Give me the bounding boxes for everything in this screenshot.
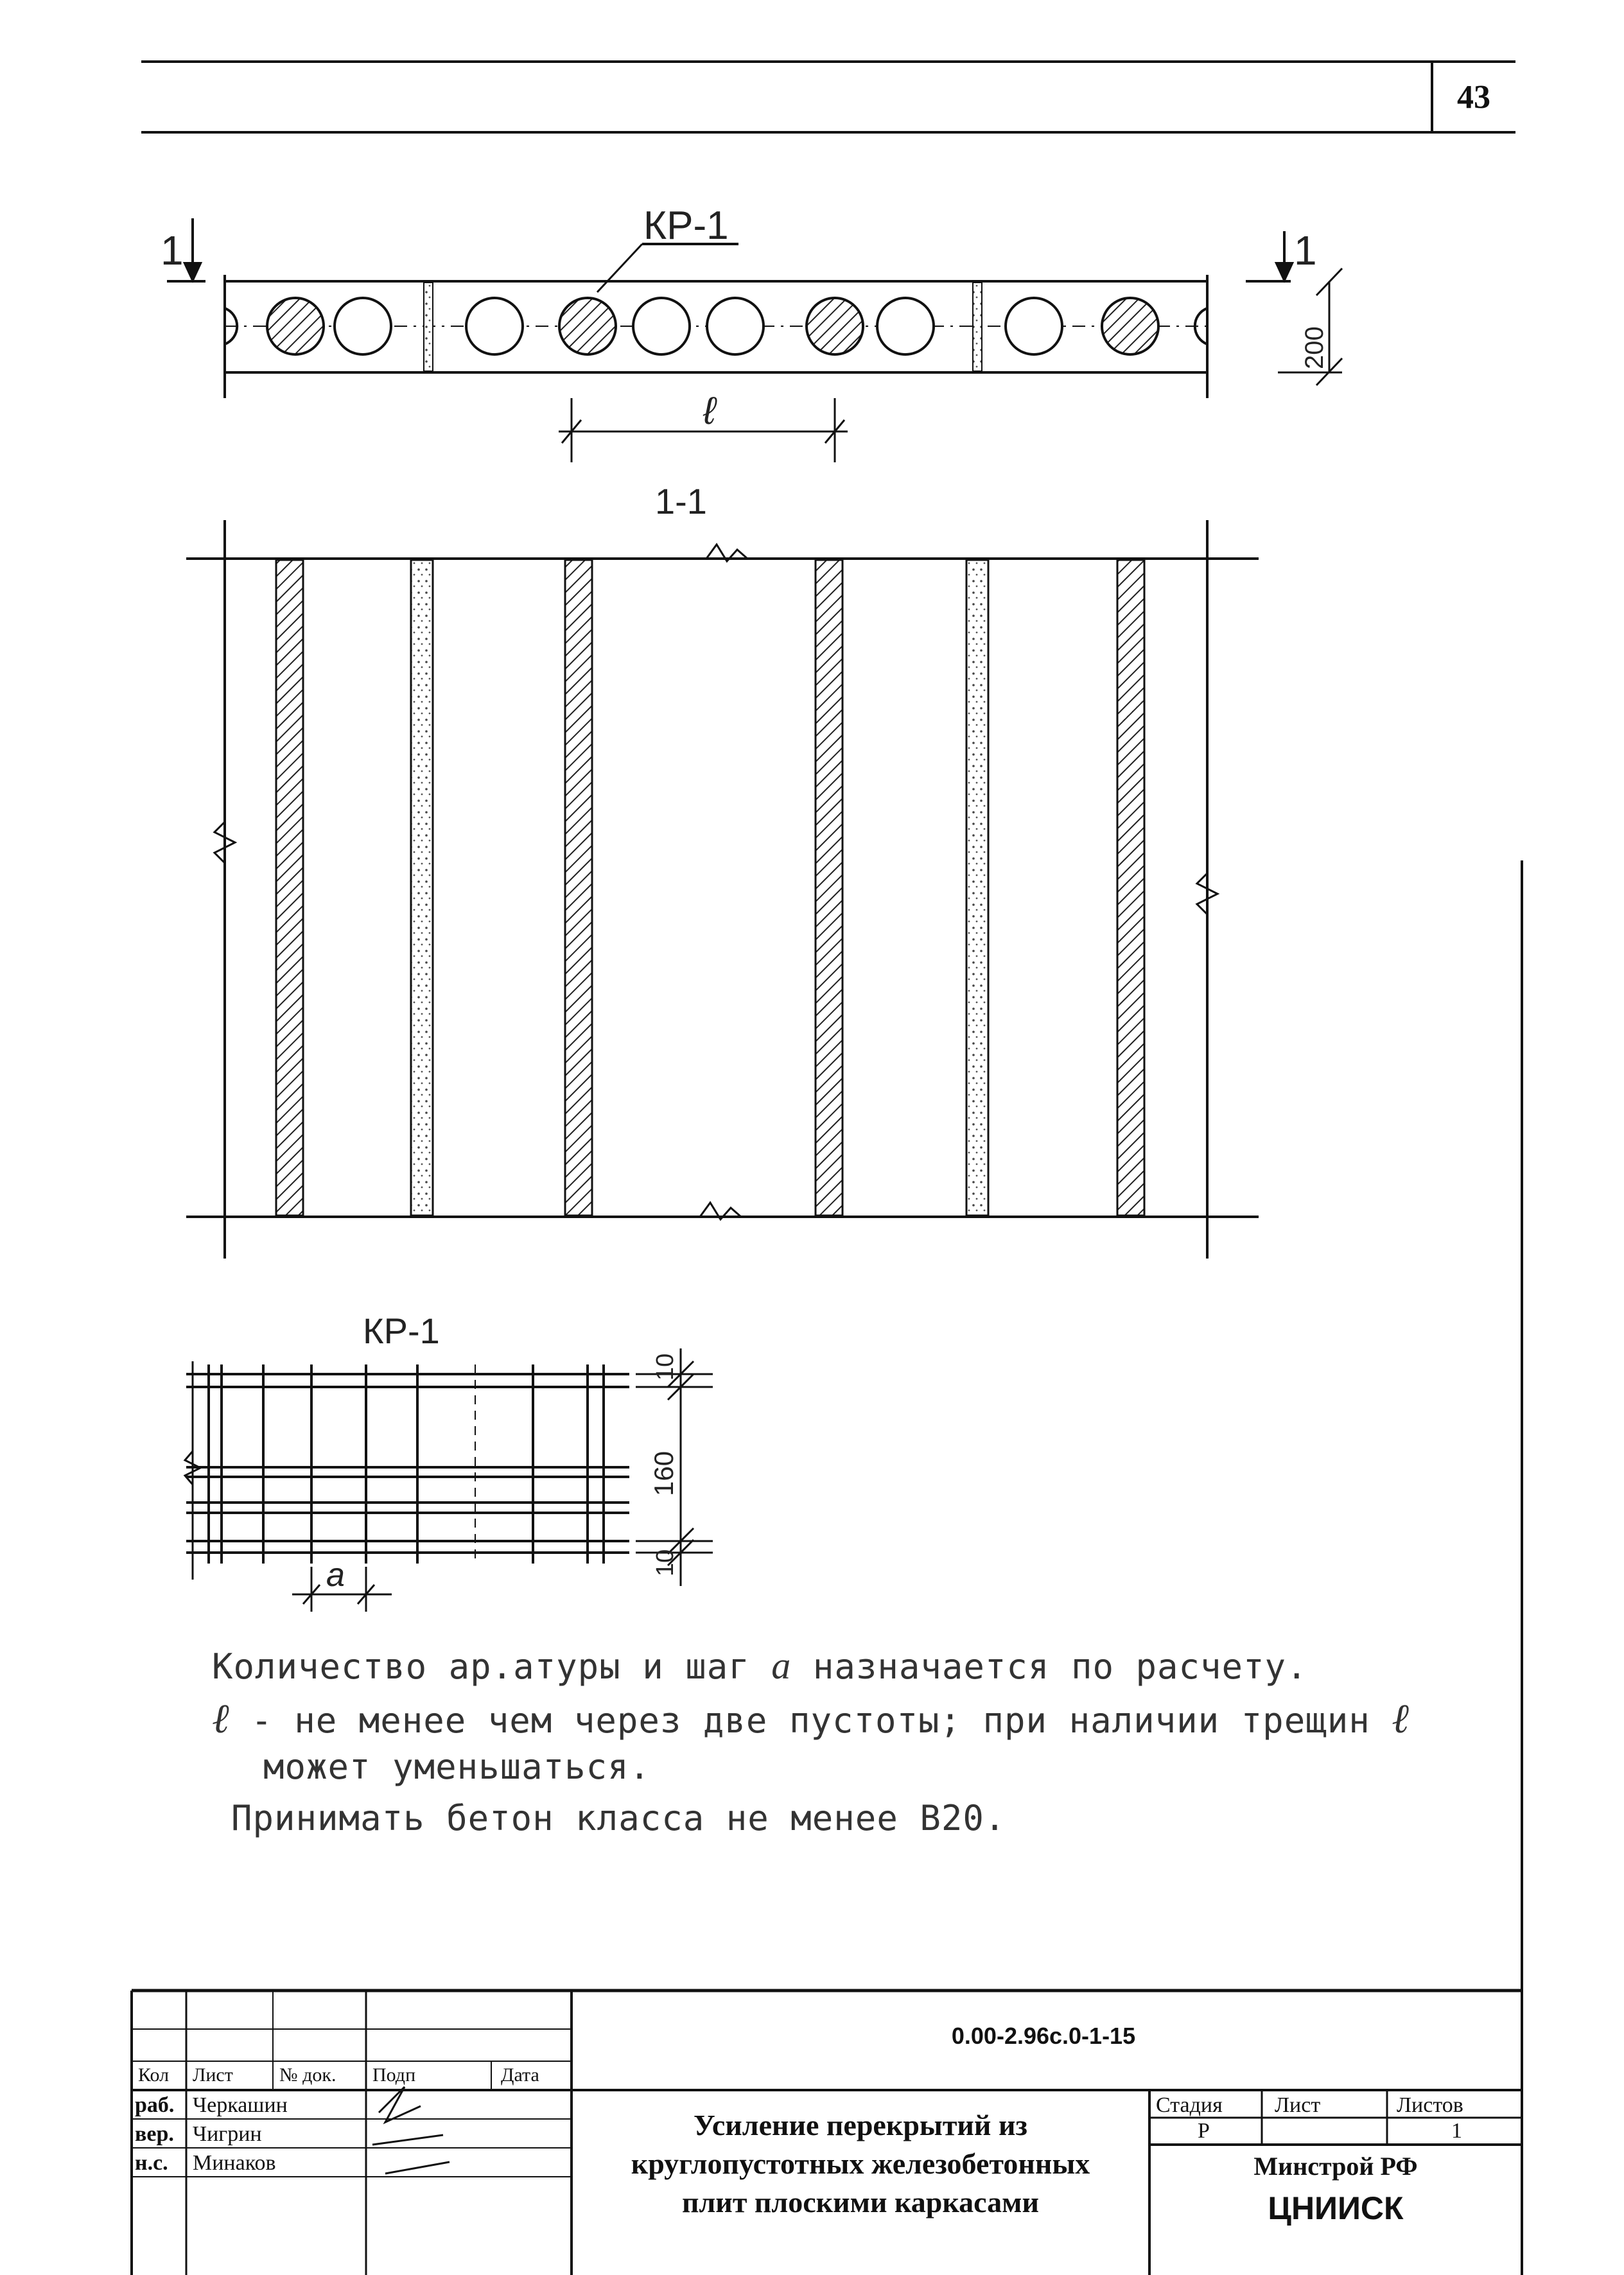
section-marker-right: 1	[1294, 227, 1317, 274]
note-line-2-text: - не менее чем через две пустоты; при наличии трещин	[251, 1700, 1370, 1741]
note-line-2-symbol: ℓ	[212, 1696, 230, 1741]
reinforced-core	[267, 298, 324, 354]
slab-joint	[973, 283, 982, 371]
note-line-4: Принимать бетон класса не менее В20.	[231, 1798, 1006, 1838]
stage-header: Стадия	[1156, 2093, 1223, 2117]
span-label: ℓ	[703, 389, 716, 432]
dim-bottom: 10	[652, 1549, 679, 1576]
header-col-doc: № док.	[279, 2064, 336, 2086]
thickness-dimension: 200	[1300, 326, 1329, 369]
reinforced-strip	[816, 560, 843, 1216]
slab-joint	[424, 283, 433, 371]
note-line-3: может уменьшаться.	[263, 1747, 651, 1787]
section-plan	[186, 520, 1259, 1259]
sheet-number: 43	[1457, 78, 1490, 116]
hollow-core	[466, 298, 523, 354]
frame-vertical-bars	[209, 1364, 604, 1564]
reinforced-core	[559, 298, 616, 354]
note-line-1-text-b: назначается по расчету.	[812, 1646, 1308, 1687]
reinforced-strip	[276, 560, 303, 1216]
reinforced-strip	[565, 560, 592, 1216]
sheet-header: Лист	[1275, 2093, 1321, 2117]
frame-detail-title: КР-1	[363, 1311, 440, 1351]
slab-cores	[225, 298, 1207, 354]
spacing-label: a	[326, 1556, 345, 1594]
note-line-2	[212, 1695, 1410, 1743]
name-1: Черкашин	[193, 2093, 288, 2117]
name-2: Чигрин	[193, 2122, 262, 2146]
header-col-sign: Подп	[372, 2064, 416, 2086]
document-title-line-1: Усиление перекрытий из	[694, 2109, 1027, 2141]
role-1: раб.	[135, 2093, 175, 2117]
role-2: вер.	[135, 2122, 174, 2146]
strips	[276, 560, 1144, 1216]
hollow-core	[633, 298, 690, 354]
header-frame	[141, 62, 1515, 132]
reinforced-strip	[1117, 560, 1144, 1216]
document-title	[572, 2106, 1149, 2222]
hollow-core	[335, 298, 391, 354]
role-3: н.с.	[135, 2151, 168, 2175]
note-line-2-symbol-end: ℓ	[1392, 1696, 1410, 1741]
name-3: Минаков	[193, 2151, 276, 2175]
sheets-header: Листов	[1397, 2093, 1463, 2117]
header-col-date: Дата	[501, 2064, 539, 2086]
hollow-core	[1006, 298, 1062, 354]
organization-institute: ЦНИИСК	[1268, 2190, 1404, 2226]
sheets-value: 1	[1451, 2119, 1462, 2143]
hollow-core	[877, 298, 934, 354]
document-code: 0.00-2.96с.0-1-15	[951, 2023, 1136, 2049]
joint-strip	[966, 560, 988, 1216]
document-title-line-2: круглопустотных железобетонных	[631, 2147, 1090, 2180]
dim-top: 10	[652, 1353, 679, 1381]
hollow-core	[707, 298, 764, 354]
frame-label-top: КР-1	[643, 204, 729, 248]
dim-mid: 160	[649, 1451, 679, 1496]
reinforced-core	[1102, 298, 1158, 354]
header-col-kol: Кол	[138, 2064, 170, 2086]
note-line-1	[212, 1644, 1308, 1688]
header-col-list: Лист	[193, 2064, 233, 2086]
stage-value: Р	[1198, 2119, 1210, 2143]
note-line-1-text-a: Количество ар.атуры и шаг	[212, 1646, 750, 1687]
note-line-1-symbol: a	[771, 1644, 792, 1687]
organization-ministry: Минстрой РФ	[1253, 2152, 1418, 2181]
reinforced-core	[807, 298, 863, 354]
joint-strip	[411, 560, 433, 1216]
document-title-line-3: плит плоскими каркасами	[682, 2186, 1039, 2218]
section-title: 1-1	[655, 481, 707, 521]
section-marker-left: 1	[161, 227, 184, 274]
